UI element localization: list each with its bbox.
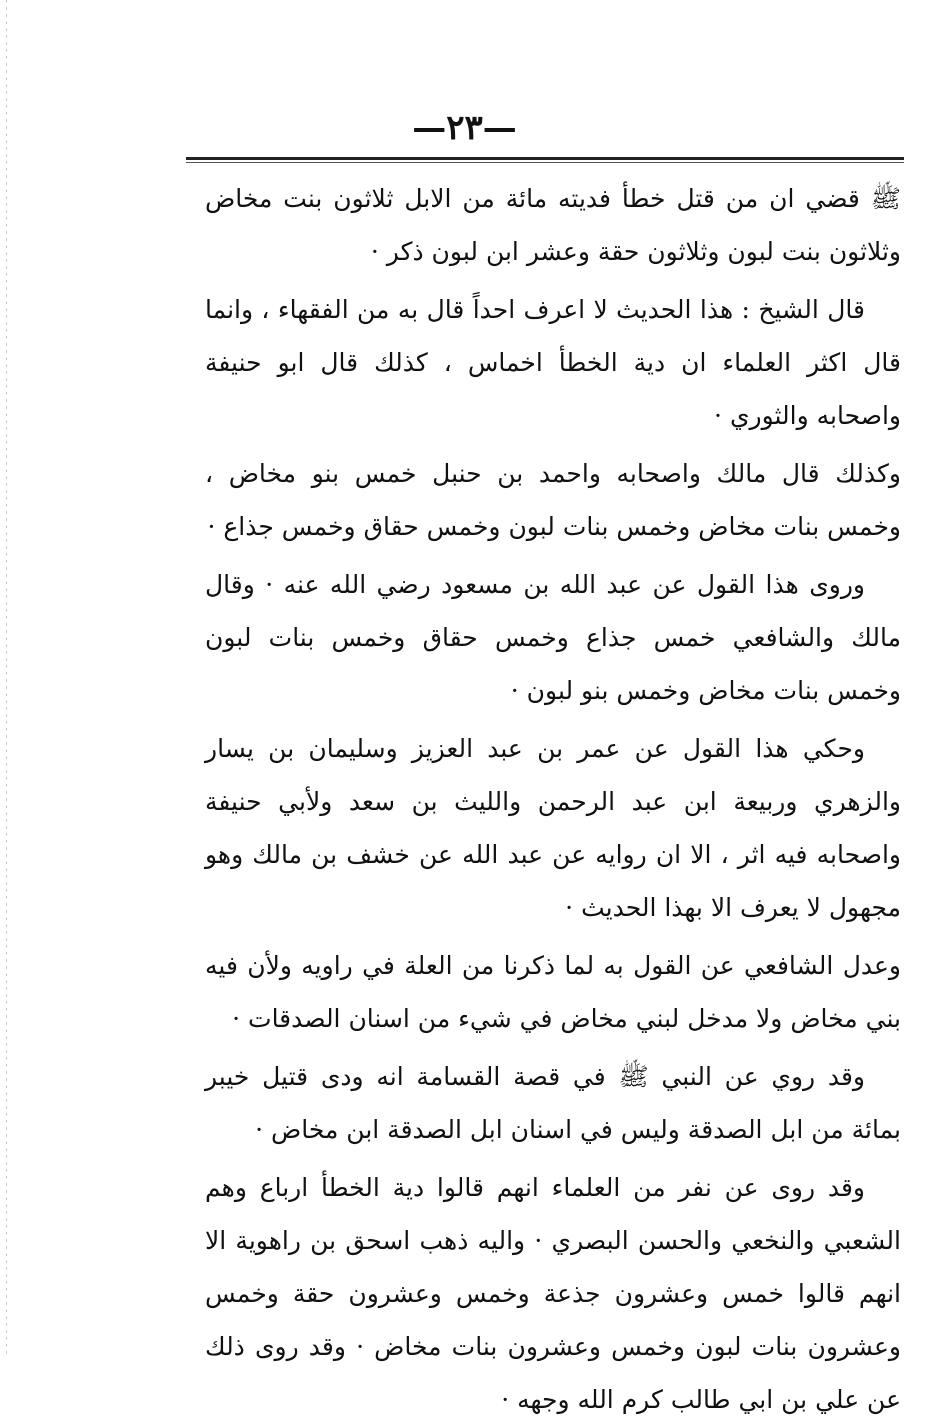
paragraph-3: وكذلك قال مالك واصحابه واحمد بن حنبل خمس بنو مخاض ، وخمس بنات مخاض وخمس بنات لبون وخمس حقاق وخمس جذاع ·	[205, 459, 901, 541]
paragraph-6: وعدل الشافعي عن القول به لما ذكرنا من العلة في راويه ولأن فيه بني مخاض ولا مدخل لبني مخاض في شيء من اسنان الصدقات ·	[205, 951, 901, 1033]
body-text	[205, 172, 901, 1414]
paragraph-4: وروى هذا القول عن عبد الله بن مسعود رضي الله عنه · وقال مالك والشافعي خمس جذاع وخمس حقاق وخمس بنات لبون وخمس بنات مخاض وخمس بنو لبون ·	[205, 570, 901, 705]
header-rule	[186, 157, 904, 160]
paragraph-8: وقد روى عن نفر من العلماء انهم قالوا دية الخطأ ارباع وهم الشعبي والنخعي والحسن البصري · واليه ذهب اسحق بن راهوية الا انهم قالوا خمس وعشرون جذعة وخمس وعشرون حقة وخمس وعشرون بنات لبون وخمس وعشرون بنات مخاض · وقد روى ذلك عن علي بن ابي طالب كرم الله وجهه ·	[205, 1173, 901, 1414]
paragraph-1: ﷺ قضي ان من قتل خطأ فديته مائة من الابل ثلاثون بنت مخاض وثلاثون بنت لبون وثلاثون حقة وعشر ابن لبون ذكر ·	[205, 184, 901, 266]
paragraph-5: وحكي هذا القول عن عمر بن عبد العزيز وسليمان بن يسار والزهري وربيعة ابن عبد الرحمن والليث بن سعد ولأبي حنيفة واصحابه فيه اثر ، الا ان روايه عن عبد الله عن خشف بن مالك وهو مجهول لا يعرف الا بهذا الحديث ·	[205, 734, 901, 922]
paragraph-7: وقد روي عن النبي ﷺ في قصة القسامة انه ودى قتيل خيبر بمائة من ابل الصدقة وليس في اسنان ابل الصدقة ابن مخاض ·	[205, 1062, 901, 1144]
scan-edge-artifact	[6, 0, 7, 1357]
header-rule-thin	[186, 162, 904, 163]
paragraph-2: قال الشيخ : هذا الحديث لا اعرف احداً قال به من الفقهاء ، وانما قال اكثر العلماء ان دية الخطأ اخماس ، كذلك قال ابو حنيفة واصحابه والثوري ·	[205, 295, 901, 430]
page-number: —٢٣—	[412, 108, 517, 148]
